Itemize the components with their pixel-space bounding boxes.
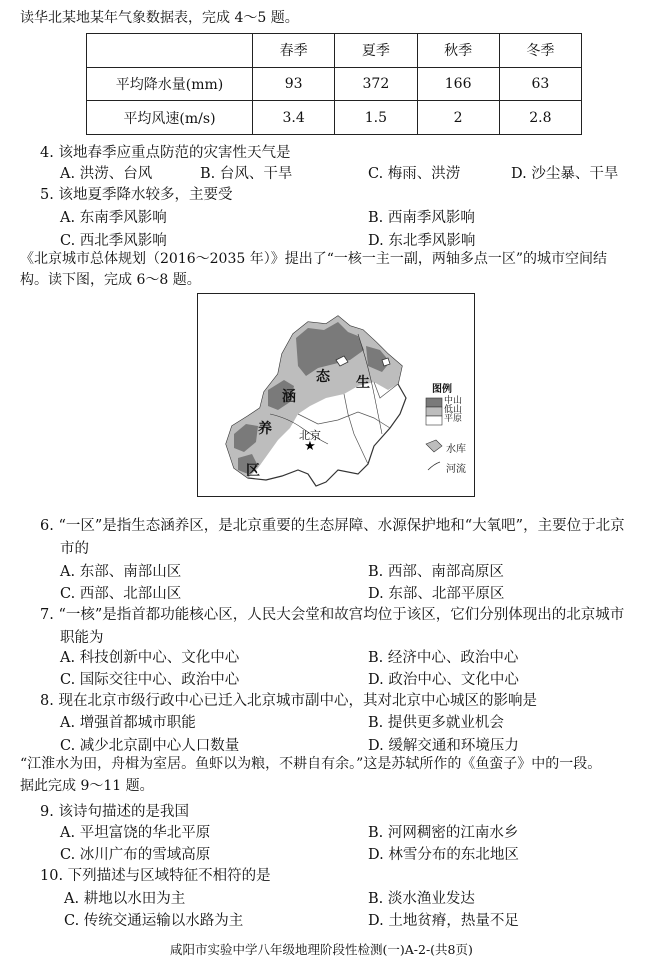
beijing-terrain-map xyxy=(198,294,474,496)
map-label: 养 xyxy=(258,421,272,437)
legend-label: 低山 xyxy=(444,405,463,415)
legend-label: 平原 xyxy=(444,414,463,424)
table-header-cell: 秋季 xyxy=(417,34,499,68)
question-5-stem: 5. 该地夏季降水较多，主要受 xyxy=(40,187,233,203)
table-header-cell: 夏季 xyxy=(335,34,417,68)
intro-6-8-line1: 《北京城市总体规划（2016～2035 年）》提出了“一核一主一副，两轴多点一区”的城市空间结 xyxy=(20,251,608,267)
question-6-stem-line1: 6. “一区”是指生态涵养区，是北京重要的生态屏障、水源保护地和“大氧吧”，主要位于北京 xyxy=(40,518,625,534)
reservoir-icon xyxy=(382,358,390,366)
question-9-stem: 9. 该诗句描述的是我国 xyxy=(40,804,189,820)
option[interactable]: C. 传统交通运输以水路为主 xyxy=(64,913,244,929)
legend-river-label: 河流 xyxy=(446,464,466,475)
option[interactable]: C. 西北季风影响 xyxy=(60,233,167,249)
table-row-label: 平均风速(m/s) xyxy=(87,101,253,135)
option[interactable]: B. 淡水渔业发达 xyxy=(368,891,475,907)
option[interactable]: B. 提供更多就业机会 xyxy=(368,715,504,731)
question-7-stem-line2: 职能为 xyxy=(60,630,104,646)
question-6-stem-line2: 市的 xyxy=(60,541,89,557)
legend-reservoir-icon xyxy=(426,440,442,452)
weather-data-table xyxy=(86,33,582,135)
option[interactable]: D. 东北季风影响 xyxy=(368,233,476,249)
option[interactable]: D. 林雪分布的东北地区 xyxy=(368,847,519,863)
table-row-label: 平均降水量(mm) xyxy=(87,67,253,101)
option[interactable]: A. 增强首都城市职能 xyxy=(60,715,196,731)
option[interactable]: D. 沙尘暴、干旱 xyxy=(511,166,619,182)
table-row xyxy=(87,67,582,101)
page-footer: 咸阳市实验中学八年级地理阶段性检测(一)A-2-(共8页) xyxy=(170,942,473,957)
question-7-stem-line1: 7. “一核”是指首都功能核心区，人民大会堂和故宫均位于该区，它们分别体现出的北京城市 xyxy=(40,607,625,623)
table-cell: 1.5 xyxy=(335,101,417,135)
option[interactable]: B. 河网稠密的江南水乡 xyxy=(368,825,519,841)
table-header-cell: 冬季 xyxy=(499,34,581,68)
intro-9-11-line2: 据此完成 9～11 题。 xyxy=(20,778,154,794)
option[interactable]: C. 减少北京副中心人口数量 xyxy=(60,738,240,754)
capital-star-icon: ★ xyxy=(304,439,316,454)
option[interactable]: B. 台风、干旱 xyxy=(200,166,293,182)
table-cell: 166 xyxy=(417,67,499,101)
option[interactable]: A. 东南季风影响 xyxy=(60,210,167,226)
map-label: 涵 xyxy=(282,389,296,405)
legend-reservoir-label: 水库 xyxy=(446,444,466,455)
table-cell: 3.4 xyxy=(253,101,335,135)
map-label-beijing: 北京 xyxy=(299,429,321,442)
table-row xyxy=(87,101,582,135)
legend-label: 中山 xyxy=(444,396,463,406)
table-header-row xyxy=(87,34,582,68)
question-10-stem: 10. 下列描述与区域特征不相符的是 xyxy=(40,868,271,884)
option[interactable]: A. 东部、南部山区 xyxy=(60,564,182,580)
option[interactable]: C. 国际交往中心、政治中心 xyxy=(60,672,240,688)
option[interactable]: B. 西部、南部高原区 xyxy=(368,564,504,580)
question-8-stem: 8. 现在北京市级行政中心已迁入北京城市副中心，其对北京中心城区的影响是 xyxy=(40,693,537,709)
option[interactable]: D. 土地贫瘠，热量不足 xyxy=(368,913,519,929)
option[interactable]: C. 西部、北部山区 xyxy=(60,586,182,602)
option[interactable]: B. 西南季风影响 xyxy=(368,210,475,226)
option[interactable]: C. 冰川广布的雪域高原 xyxy=(60,847,211,863)
table-cell: 93 xyxy=(253,67,335,101)
option[interactable]: B. 经济中心、政治中心 xyxy=(368,650,519,666)
legend-title: 图例 xyxy=(432,384,452,395)
option[interactable]: A. 平坦富饶的华北平原 xyxy=(60,825,211,841)
table-cell: 2 xyxy=(417,101,499,135)
option[interactable]: A. 洪涝、台风 xyxy=(60,166,153,182)
option[interactable]: C. 梅雨、洪涝 xyxy=(368,166,461,182)
legend-river-icon xyxy=(428,462,440,470)
table-header-cell: 春季 xyxy=(253,34,335,68)
map-label: 态 xyxy=(316,369,330,385)
option[interactable]: D. 政治中心、文化中心 xyxy=(368,672,519,688)
option[interactable]: A. 耕地以水田为主 xyxy=(64,891,186,907)
map-label: 生 xyxy=(356,375,370,391)
legend-swatch-low xyxy=(426,407,442,416)
table-cell: 63 xyxy=(499,67,581,101)
table-cell: 372 xyxy=(335,67,417,101)
intro-4-5: 读华北某地某年气象数据表，完成 4～5 题。 xyxy=(20,10,299,26)
legend-swatch-plain xyxy=(426,416,442,425)
option[interactable]: D. 缓解交通和环境压力 xyxy=(368,738,519,754)
map-label: 区 xyxy=(246,463,260,479)
question-4-stem: 4. 该地春季应重点防范的灾害性天气是 xyxy=(40,145,291,161)
intro-6-8-line2: 构。读下图，完成 6～8 题。 xyxy=(20,272,201,288)
intro-9-11-line1: “江淮水为田，舟楫为室居。鱼虾以为粮，不耕自有余。”这是苏轼所作的《鱼蛮子》中的一段。 xyxy=(20,756,602,772)
legend-swatch-mid xyxy=(426,398,442,407)
table-header-cell xyxy=(87,34,253,68)
option[interactable]: A. 科技创新中心、文化中心 xyxy=(60,650,240,666)
option[interactable]: D. 东部、北部平原区 xyxy=(368,586,505,602)
table-cell: 2.8 xyxy=(499,101,581,135)
beijing-map-figure xyxy=(197,293,475,497)
